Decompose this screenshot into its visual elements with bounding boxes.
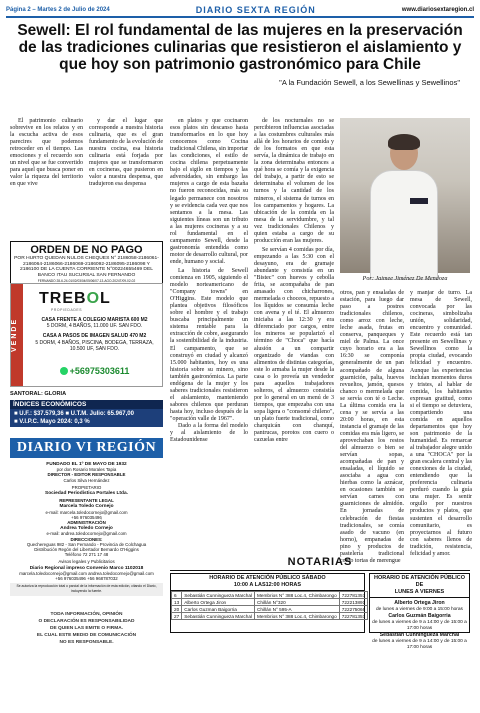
article-deck: "A la Fundación Sewell, a los Sewellinas y Sewellinos"	[279, 78, 460, 87]
masthead-logo: DIARIO VI REGIÓN	[10, 438, 163, 458]
photo-caption: Por: Jaimee Jiménez De Mendoza	[362, 275, 448, 282]
indices-row: ■ V.I.P.C. Mayo 2024: 0,3 %	[14, 419, 90, 425]
author-photo	[340, 118, 470, 273]
article-column-3: en platos y que cocinaron esos platos sin descanso hasta transformarlos en lo que hoy conocemos como Cocina tradicional Chilena, sin importar las condiciones, el estilo de cocina chilena perpetuamente bajo el sigilo en tiempos y las adversidades, sin embargo las mujeres a cargo de esta bazaña no fueron reconocidas, más su legado permanece con nosotros y se evidencia cada vez que nos sentamos a la mesa. Las siguientes líneas son un tributo a las mujeres cocineras y a su rol fundamental en el campamento Sewell, desde la gastronomía entendida como motor de desarrollo cultural, por ende, humano y social. La historia de Sewell comienza en 1905, siguiendo el modelo norteamericano de "Company towns" en O'Higgins. Este modelo que plantea objetivos filosóficos sobre el hombre y el trabajo buscaba principalmente un sistema rentable para la extracción de cobre, asegurando la sostenibilidad de la industria. El campamento, que se construyó en ciudad y alcanzó 15.000 habitantes, hoy es una historia sobre su minero, sino también gastronómica. La parte endógena de la mujer y los saberes tradicionales resistieron el aislamiento, manteniendo sabores chilenos que perduran hasta hoy, incluso después de la "operación valle de 1967". Dado a la forma del modelo y al aislamiento de lo Estadounidense	[170, 118, 248, 444]
trebol-sub: PROPIEDADES	[51, 308, 83, 312]
article-column-5: otros, pan y ensaladas de estación, para luego dar paso a postres tradicionales chilenos, como arroz con leche, leche asada, frutas en conserva, panqueques y miel de Palma. La once cuyo horario era a las 16:30 se componía generalmente de un pan acompañado de alguna guarnición, palta, huevos revueltos, jamón, quesos chanco o mermelada que se servía con té o Leche. La última comida era la cena y se servía a las 20:00 horas, en esta instancia el gramaje de las comidas era más ligero, se aprovechaban los restos del almuerzo o bien se servían sopas, acompañadas de pan y ensaladas, el líquido se asociaba a agua con hierbas como la aznácar, en ocasiones también se servían carnes con guarniciones de almidón. En jornadas de celebración de fiestas tradicionales, se comía asado de vacuno (en horno), empanadas de pino y productos de pastelería tradicional como tortas de merengue	[340, 290, 404, 564]
page-info: Página 2 – Martes 2 de Julio de 2024	[6, 7, 110, 13]
trebol-logo: TREBOL	[39, 290, 111, 307]
orden-no-pago-notice	[10, 241, 163, 286]
whatsapp-icon	[60, 367, 68, 375]
saturday-table	[171, 591, 368, 620]
santoral: SANTORAL: GLORIA	[10, 391, 67, 397]
weekday-list: Alberto Ortega Jiron de lunes a viernes de 9:00 a 15:00 horas Carlos Guzmán Baigorria de lunes a viernes de 9 a 14:00 y de 15:00 a 17:00 horas Sebastián Cunningueza Marchal de lunes a viernes de 9 a 14:00 y de 15:00 a 17:00 horas	[372, 600, 467, 650]
table-row: 6 Sebastián Cunningueza Marchal Membrios N° 388 Loc.4, Chimbarongo 722781357	[172, 592, 368, 599]
newspaper-name: DIARIO SEXTA REGIÓN	[195, 5, 316, 15]
indices-row: ■ U.F.: $37.579,36 ■ U.T.M. Julio: 65.967,00	[14, 411, 134, 417]
economic-indices	[10, 400, 163, 427]
table-row: 13 Alberto Ortega Jiron Chillán N°320 722213891	[172, 599, 368, 606]
article-column-2: y dar el lugar que corresponde a nuestra historia culinaria, que es el gran fundamento de la evolución de nuestra cocina, esa historia culinaria está forjada por mujeres que se transformaron en cocineras, que pusieron en valor a nuestra despensa, que tradujeron esa despensa	[89, 118, 163, 188]
trebol-phone[interactable]: +56975303611	[28, 366, 161, 376]
article-column-1: El patrimonio culinario sobrevive en los relatos y en la escucha activa de esos parecires que podemos retroceder en el tiempo. Las emociones y el recuerdo son un nivel que se fue convertido para aquel que busca poner en valor la riqueza del territorio en que vive	[10, 118, 83, 188]
staff-box: FUNDADO EL 1º DE MAYO DE 1932 por don Rosario Morales Tapia DIRECTOR - EDITOR RESPONSABLE Carlos Silva Hernández PROPIETARIO Sociedad Periodística Portales Ltda. REPRESENTANTE LEGAL Marcela Toledo Cornejo e-mail: marcela.toledocornejo@gmail.com +56 976035496 ADMINISTRACIÓN Andrea Toledo Cornejo e-mail: andrea.toledocornejo@gmail.com DIRECCIONES: Quechereguas 982 - San Fernando - Provincia de Colchagua Distribución Regón del Libertador Bernardo O'Higgins Teléfono 72 271 17 48 Avisos legales y Publicitarios Diario Regional impreso Convenio Marco 1102018 marcela.toledocornejo@gmail.com andrea.toledocornejo@gmail.com +56 976035496 +56 968787032 Se autoriza la reproducción total o parcial de la información de esta edición, citando el Diario, incluyendo la fuente.	[10, 461, 163, 596]
website-link[interactable]: www.diariosextaregion.cl	[401, 7, 474, 13]
orden-small: FERNANDO 28-6-24-01/02/03/04/05/06/07-13-AGO-2024T/09-02-02	[37, 279, 136, 284]
orden-title: ORDEN DE NO PAGO	[30, 244, 143, 256]
notarias-title: NOTARIAS	[170, 556, 470, 571]
trebol-listings: CASA FRENTE A COLEGIO MARISTA 600 M2 5 DORM, 4 BAÑOS, 11.000 UF. SAN FDO. CASA A PASOS DE IMAGEN SALUD 470 M2 5 DORM, 4 BAÑOS, PISCINA, BODEGA, TERRAZA, 10.500 UF, SAN FDO.	[35, 317, 154, 352]
article-column-4: de los nocturnales no se percibieron influencias asociadas a las costumbres culturales más allá de los horarios de comida y de los formatos en que esta servía, la dinámica de trabajo en la zona determinaba entonces a qué hora se comía y la exigencia del trabajo, a partir de esto se determinaba el volumen de los turnos y la cantidad de los mineros, el sistema de turnos en los campamentos y hogares. La ubicación de la comida en la mesa de la servidumbre, y tal vez tradicionales Chilenos y quien estaba a cargo de su producción eran las mujeres. Se servían 4 comidas por día, empezando a las 5:30 con el desayuno, era de gramaje abundante y consistía en un "Bistec" con huevos y cebolla frita, se acompañaba de pan amasado con chicharrones, mermelada o choceos, repuesto a los líquidos se consumía leche con avena y el té. El almuerzo iniciaba a las 12:30 y era diferenciado por cargos, entre los mineros se popularizó el término de "Choca" que hacía alusión a un compartir organizado de viandas con alimentos de distintas categorías, este lo armaba la mujer desde la casa o lo proveía un vendedor para aquellos trabajadores solteros, el almuerzo consistía por lo general en un menú de 3 tiempos, que empezaba con una sopa ligera o "consomé chileno", un plato fuerte tradicional, como charquicán con chanquí, pantrucas, porotos con cuero o cazuelas entre	[254, 118, 334, 444]
saturday-header: HORARIO DE ATENCIÓN PÚBLICO SÁBADO 10:00 A LAS12:00 HORAS	[171, 574, 364, 591]
disclaimer: TODA INFORMACIÓN, OPINIÓN O DECLARACIÓN ES RESPONSABILIDAD DE QUIEN LAS EMITE O FIRMA. EL CUAL ESTE MEDIO DE COMUNICACIÓN NO ES RESPONSABLE.	[36, 612, 137, 645]
page-header	[6, 4, 474, 18]
orden-body: POR HURTO QUEDAN NULOS CHEQUES N° 2186058-2186061-2186064-2186066-2186069-2186092-2186095-2186098 Y 2186100 DE LA CUENTA CORRIENTE N°00224655469 DEL BANCO ITAU SUCURSAL SAN FERNANDO	[14, 256, 159, 278]
indices-title: ÍNDICES ECONÓMICOS	[10, 400, 163, 409]
table-row: 20 Carlos Guzman Baigorria Chillán N° 595-A 722275066	[172, 606, 368, 613]
article-column-6: y manjar de turro. La mesa de Sewell, convocada por las cocineras, simbolizaba unión, solidaridad, encuentro y comunidad. Este recuerdo está tan presente en Sewellinas y Sewellinos como la propia ciudad, evocando felicidad y encuentro. Aunque las experiencias incluían momentos duros y tristes, al hablar de comida, los habitantes expresan gratitud, como si el tiempo se detuviera, compartiendo una comida en aquellos departamentos que hoy son patrimonio de la humanidad. Es remarcar al trabajador alegre unido a una "CHOCA" por la gran escalera central y las conexiones de la ciudad, entendiendo que la preferencia culinaria perduró cuando la guía una mujer. Es sentir orgullo por nuestros productos y platos, que sustenten el desarrollo comunitario, es proyectarnos al futuro con saberes llenos de tradición, resistencia, felicidad y amor.	[410, 290, 472, 557]
notarias-saturday-box	[170, 573, 365, 633]
notarias-weekday-box	[369, 573, 470, 650]
person-figure	[370, 136, 438, 276]
vende-label: VENDE	[11, 284, 23, 386]
table-row: 27 Sebastián Cunningueza Marchal Membrios N° 388 Loc.4, Chimbarongo 722781357	[172, 613, 368, 620]
weekday-header: HORARIO DE ATENCIÓN PÚBLICO DE LUNES A VIERNES	[370, 574, 469, 598]
trebol-ad	[10, 283, 163, 387]
article-headline: Sewell: El rol fundamental de las mujeres en la preservación de las tradiciones culinarias que resistieron el aislamiento y que hoy son patrimonio gastronómico para Chile	[17, 22, 463, 73]
